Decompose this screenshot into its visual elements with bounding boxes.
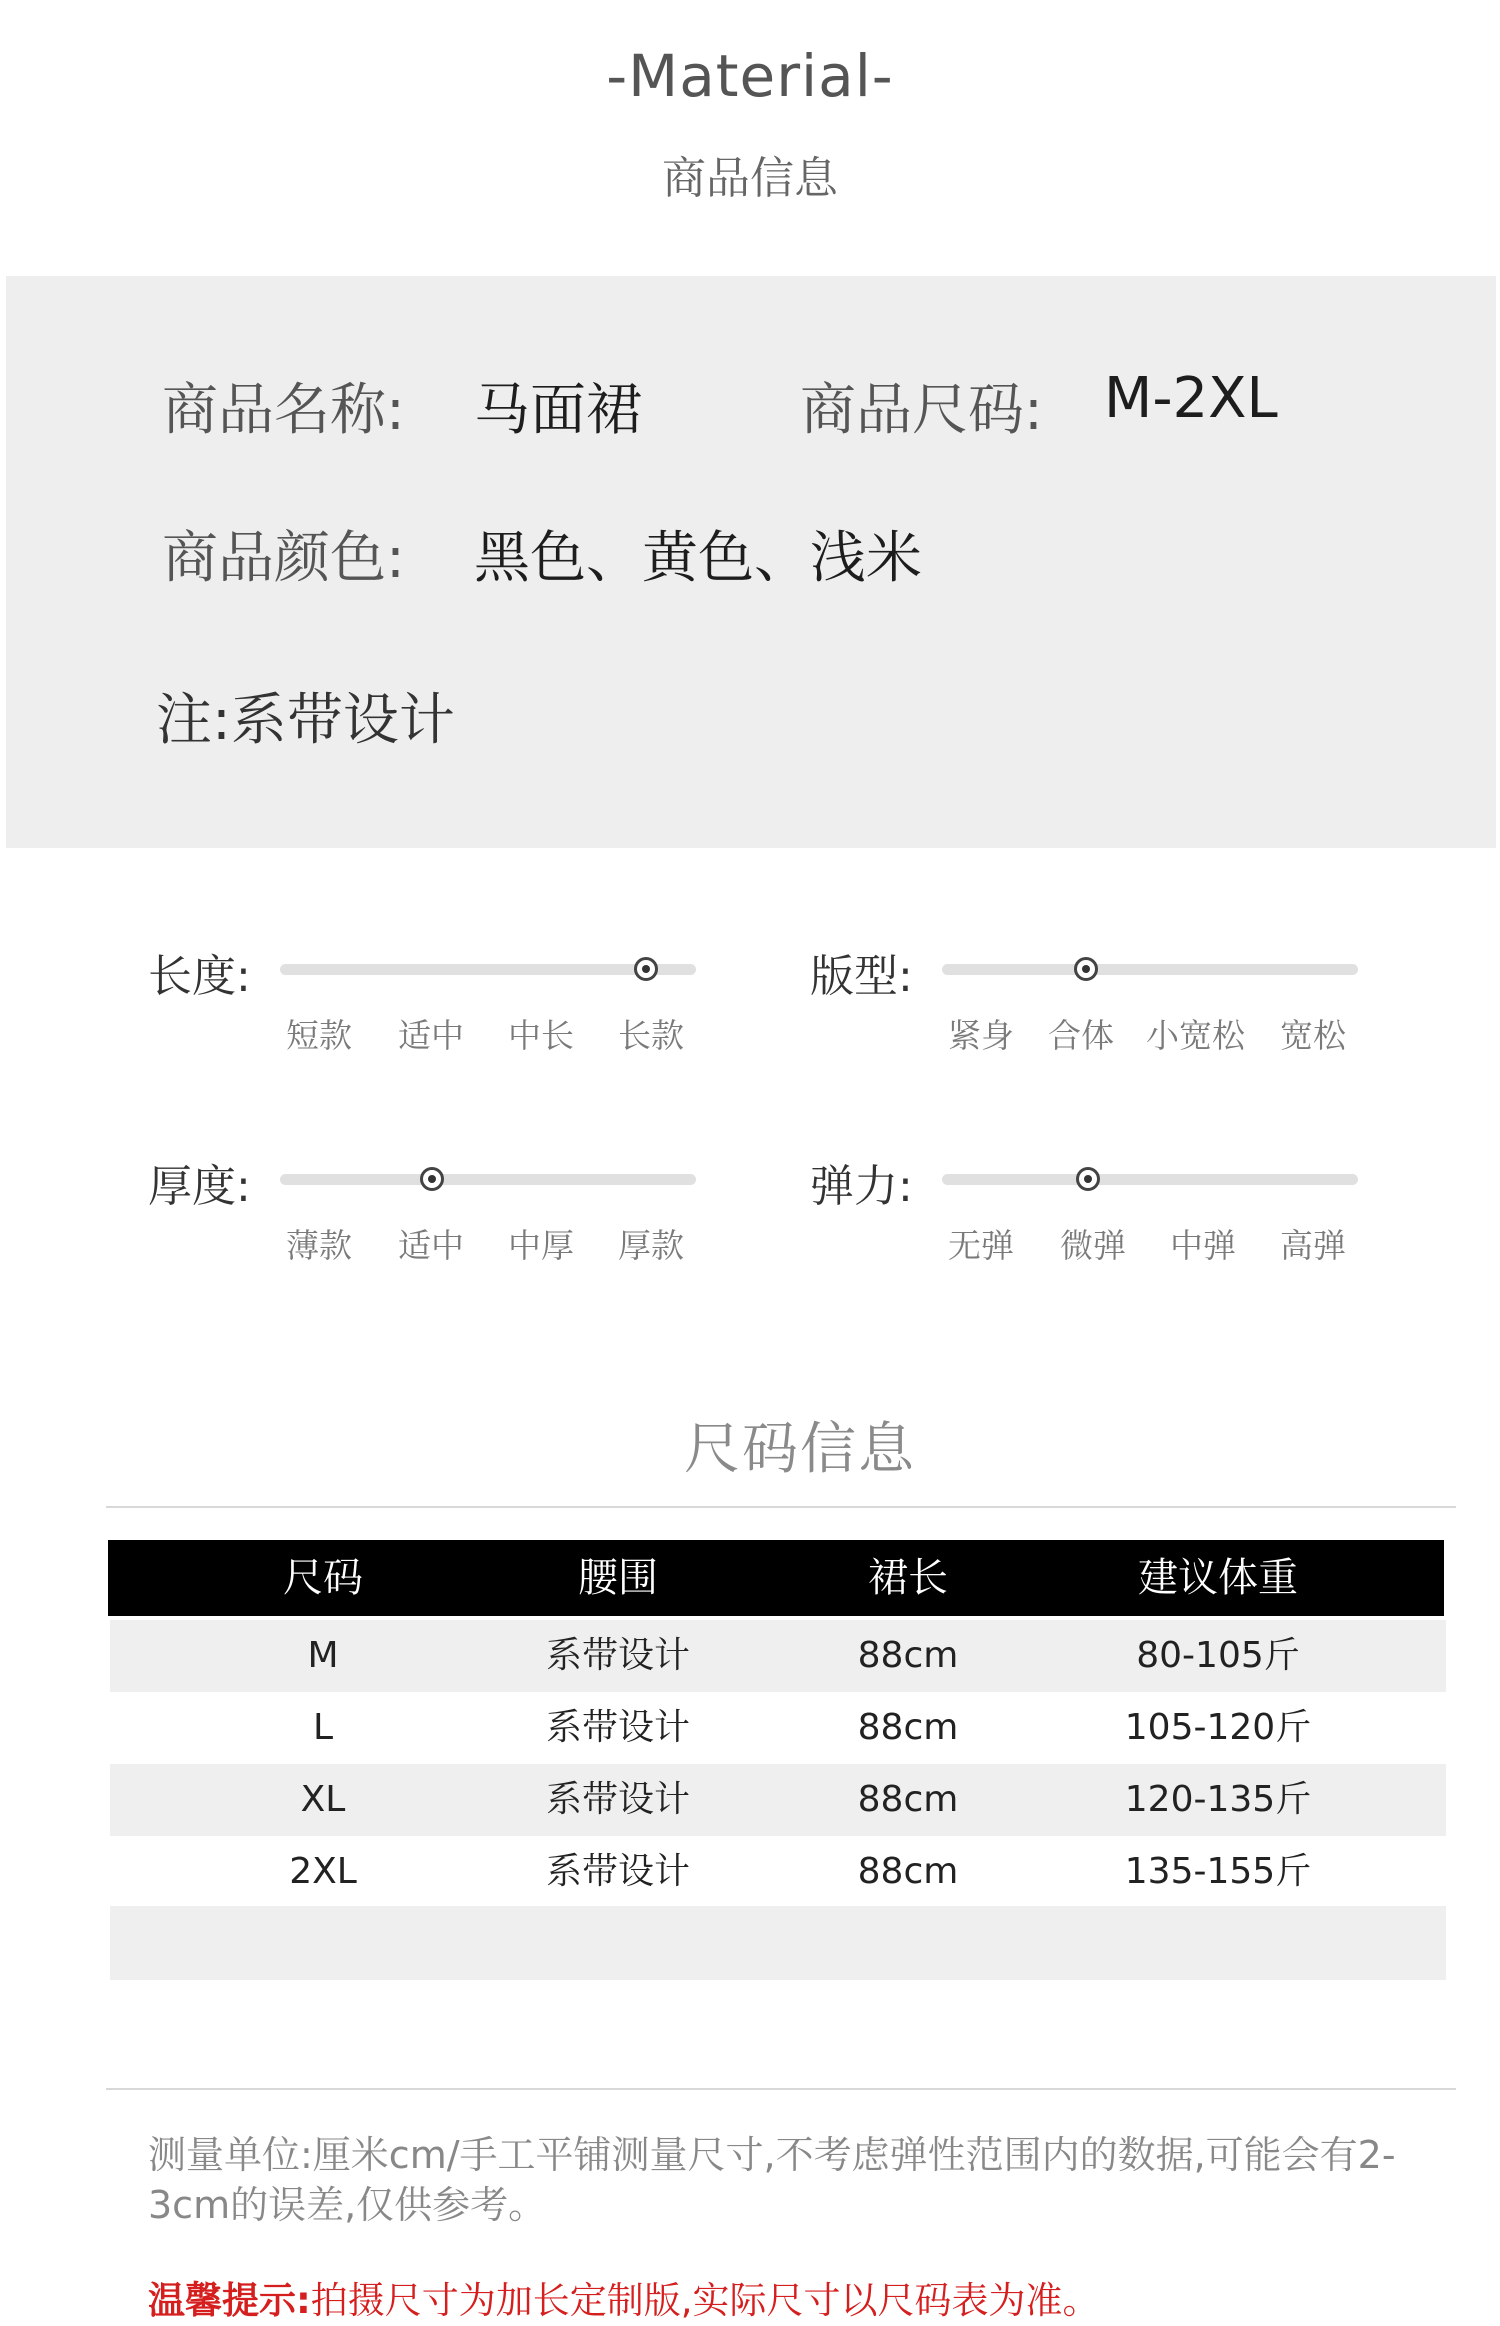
attribute-option: 中厚 — [508, 1226, 574, 1265]
table-row — [110, 1692, 1446, 1764]
table-cell: 系带设计 — [545, 1635, 690, 1676]
attribute-option: 无弹 — [948, 1226, 1014, 1265]
attribute-option: 微弹 — [1060, 1226, 1126, 1265]
attribute-option: 适中 — [398, 1226, 464, 1265]
attribute-option: 适中 — [398, 1016, 464, 1055]
attribute-option: 中长 — [508, 1016, 574, 1055]
table-cell: L — [312, 1707, 334, 1748]
measurement-note: 测量单位:厘米cm/手工平铺测量尺寸,不考虑弹性范围内的数据,可能会有2-3cm的误差,仅供参考。 — [148, 2133, 1396, 2227]
attribute-label: 弹力: — [810, 1161, 913, 1212]
section-title: -Material- — [606, 42, 894, 110]
product-name-label: 商品名称: — [162, 378, 405, 443]
divider — [106, 1506, 1456, 1508]
column-header: 尺码 — [283, 1555, 363, 1601]
attribute-option: 紧身 — [948, 1016, 1014, 1055]
table-cell: 系带设计 — [545, 1779, 690, 1820]
product-color-label: 商品颜色: — [162, 526, 405, 591]
column-header: 腰围 — [578, 1555, 658, 1601]
attribute-option: 短款 — [286, 1016, 352, 1055]
table-row — [110, 1620, 1446, 1692]
attribute-indicator — [1076, 1167, 1100, 1191]
attribute-option: 薄款 — [286, 1226, 352, 1265]
attribute-option: 宽松 — [1280, 1016, 1346, 1055]
table-cell: 135-155斤 — [1124, 1851, 1312, 1892]
table-cell: 88cm — [857, 1635, 959, 1676]
warning-note — [148, 2276, 1448, 2326]
column-header: 裙长 — [868, 1555, 948, 1601]
table-cell: 105-120斤 — [1124, 1707, 1312, 1748]
product-size-label: 商品尺码: — [800, 378, 1043, 443]
product-info-panel — [6, 276, 1496, 848]
attribute-option: 高弹 — [1280, 1226, 1346, 1265]
table-cell: 88cm — [857, 1851, 959, 1892]
attribute-label: 版型: — [810, 951, 913, 1002]
table-cell: XL — [300, 1779, 346, 1820]
attribute-indicator — [634, 957, 658, 981]
product-size-value: M-2XL — [1104, 366, 1278, 431]
table-row — [110, 1764, 1446, 1836]
table-row-empty — [110, 1906, 1446, 1980]
attribute-option: 长款 — [618, 1016, 684, 1055]
table-cell: 系带设计 — [545, 1707, 690, 1748]
table-cell: 88cm — [857, 1779, 959, 1820]
attribute-track — [280, 1174, 696, 1185]
attribute-label: 长度: — [148, 951, 251, 1002]
section-subtitle: 商品信息 — [662, 153, 838, 204]
warning-label: 温馨提示: — [148, 2279, 311, 2322]
attribute-option: 厚款 — [618, 1226, 684, 1265]
attribute-indicator — [420, 1167, 444, 1191]
attribute-track — [942, 964, 1358, 975]
table-cell: 120-135斤 — [1124, 1779, 1312, 1820]
table-row — [110, 1836, 1446, 1908]
attribute-label: 厚度: — [148, 1161, 251, 1212]
attribute-indicator — [1074, 957, 1098, 981]
attribute-track — [942, 1174, 1358, 1185]
product-name-value: 马面裙 — [474, 378, 642, 443]
column-header: 建议体重 — [1138, 1555, 1298, 1601]
table-cell: M — [307, 1635, 339, 1676]
table-cell: 系带设计 — [545, 1851, 690, 1892]
table-cell: 88cm — [857, 1707, 959, 1748]
attribute-option: 小宽松 — [1146, 1016, 1245, 1055]
attribute-option: 合体 — [1048, 1016, 1114, 1055]
product-note: 注:系带设计 — [156, 688, 455, 753]
size-table-header — [108, 1540, 1444, 1616]
warning-text: 拍摄尺寸为加长定制版,实际尺寸以尺码表为准。 — [310, 2279, 1100, 2322]
table-cell: 2XL — [289, 1851, 357, 1892]
divider — [106, 2088, 1456, 2090]
table-cell: 80-105斤 — [1136, 1635, 1300, 1676]
size-section-title: 尺码信息 — [684, 1417, 916, 1482]
product-color-value: 黑色、黄色、浅米 — [474, 526, 922, 591]
attribute-option: 中弹 — [1170, 1226, 1236, 1265]
